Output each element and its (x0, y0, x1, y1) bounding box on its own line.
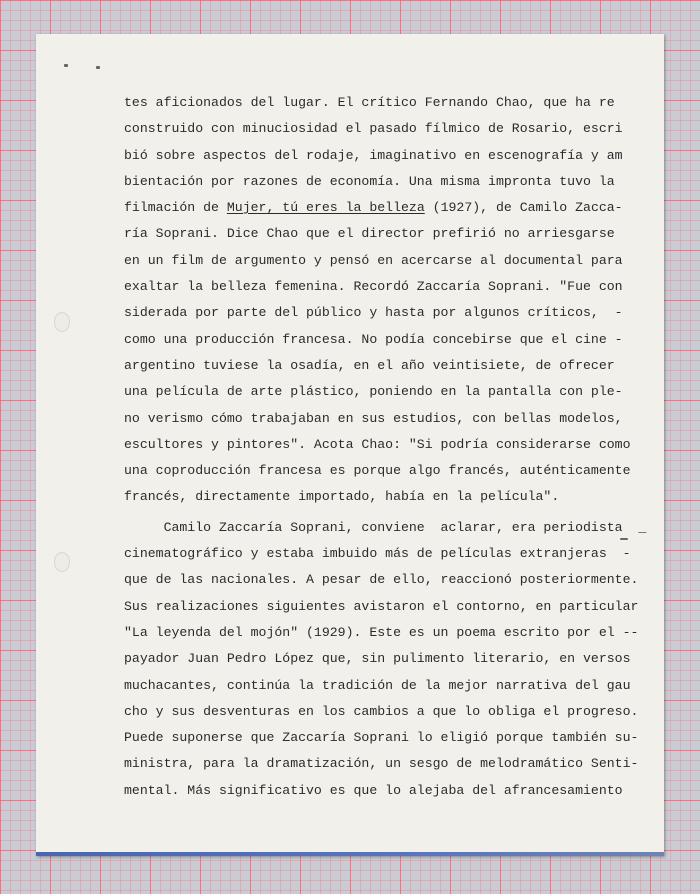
body-text (124, 90, 646, 804)
text-line: "La leyenda del mojón" (1929). Este es un poema escrito por el -- (124, 624, 639, 640)
text-line: como una producción francesa. No podía concebirse que el cine - (124, 331, 623, 347)
text-line: argentino tuviese la osadía, en el año veintisiete, de ofrecer (124, 357, 615, 373)
text-line (124, 195, 646, 221)
text-line: siderada por parte del público y hasta por algunos críticos, - (124, 305, 623, 321)
text-line: cho y sus desventuras en los cambios a que lo obliga el progreso. (124, 703, 639, 719)
text-line: escultores y pintores". Acota Chao: "Si podría considerarse como (124, 436, 631, 452)
text-segment: filmación de (124, 200, 227, 216)
text-line: una coproducción francesa es porque algo francés, auténticamente (124, 463, 631, 479)
text-line: exaltar la belleza femenina. Recordó Zaccaría Soprani. "Fue con (124, 279, 623, 295)
text-line: Camilo Zaccaría Soprani, conviene aclarar, era periodista _ (124, 519, 647, 535)
text-line: mental. Más significativo es que lo alejaba del afrancesamiento (124, 782, 623, 798)
text-line: tes aficionados del lugar. El crítico Fernando Chao, que ha re (124, 95, 615, 110)
text-line: ministra, para la dramatización, un sesgo de melodramático Senti- (124, 756, 639, 772)
text-line: no verismo cómo trabajaban en sus estudios, con bellas modelos, (124, 410, 623, 426)
punch-hole-mark (54, 312, 70, 332)
text-line: francés, directamente importado, había en la película". (124, 489, 560, 505)
text-line: Puede suponerse que Zaccaría Soprani lo eligió porque también su- (124, 730, 639, 746)
text-line: en un film de argumento y pensó en acercarse al documental para (124, 252, 623, 268)
ink-speck (64, 64, 68, 67)
text-line: cinematográfico y estaba imbuido más de películas extranjeras - (124, 546, 631, 562)
film-title-underlined: Mujer, tú eres la belleza (226, 200, 425, 216)
text-line: ría Soprani. Dice Chao que el director prefirió no arriesgarse (124, 226, 615, 242)
text-line: bientación por razones de economía. Una misma impronta tuvo la (124, 173, 615, 189)
punch-hole-mark (54, 552, 70, 572)
text-line: muchacantes, continúa la tradición de la mejor narrativa del gau (124, 677, 631, 693)
text-line: que de las nacionales. A pesar de ello, reaccionó posteriormente. (124, 572, 639, 588)
text-line: construido con minuciosidad el pasado fílmico de Rosario, escri (124, 121, 623, 137)
typewritten-page (36, 34, 664, 856)
text-line: bió sobre aspectos del rodaje, imaginativo en escenografía y am (124, 147, 623, 163)
ink-speck (96, 66, 100, 69)
text-segment: (1927), de Camilo Zacca- (424, 200, 623, 216)
text-line: payador Juan Pedro López que, sin pulimento literario, en versos (124, 651, 631, 667)
text-line: una película de arte plástico, poniendo en la pantalla con ple- (124, 384, 623, 400)
text-line: Sus realizaciones siguientes avistaron el contorno, en particular (124, 598, 639, 614)
